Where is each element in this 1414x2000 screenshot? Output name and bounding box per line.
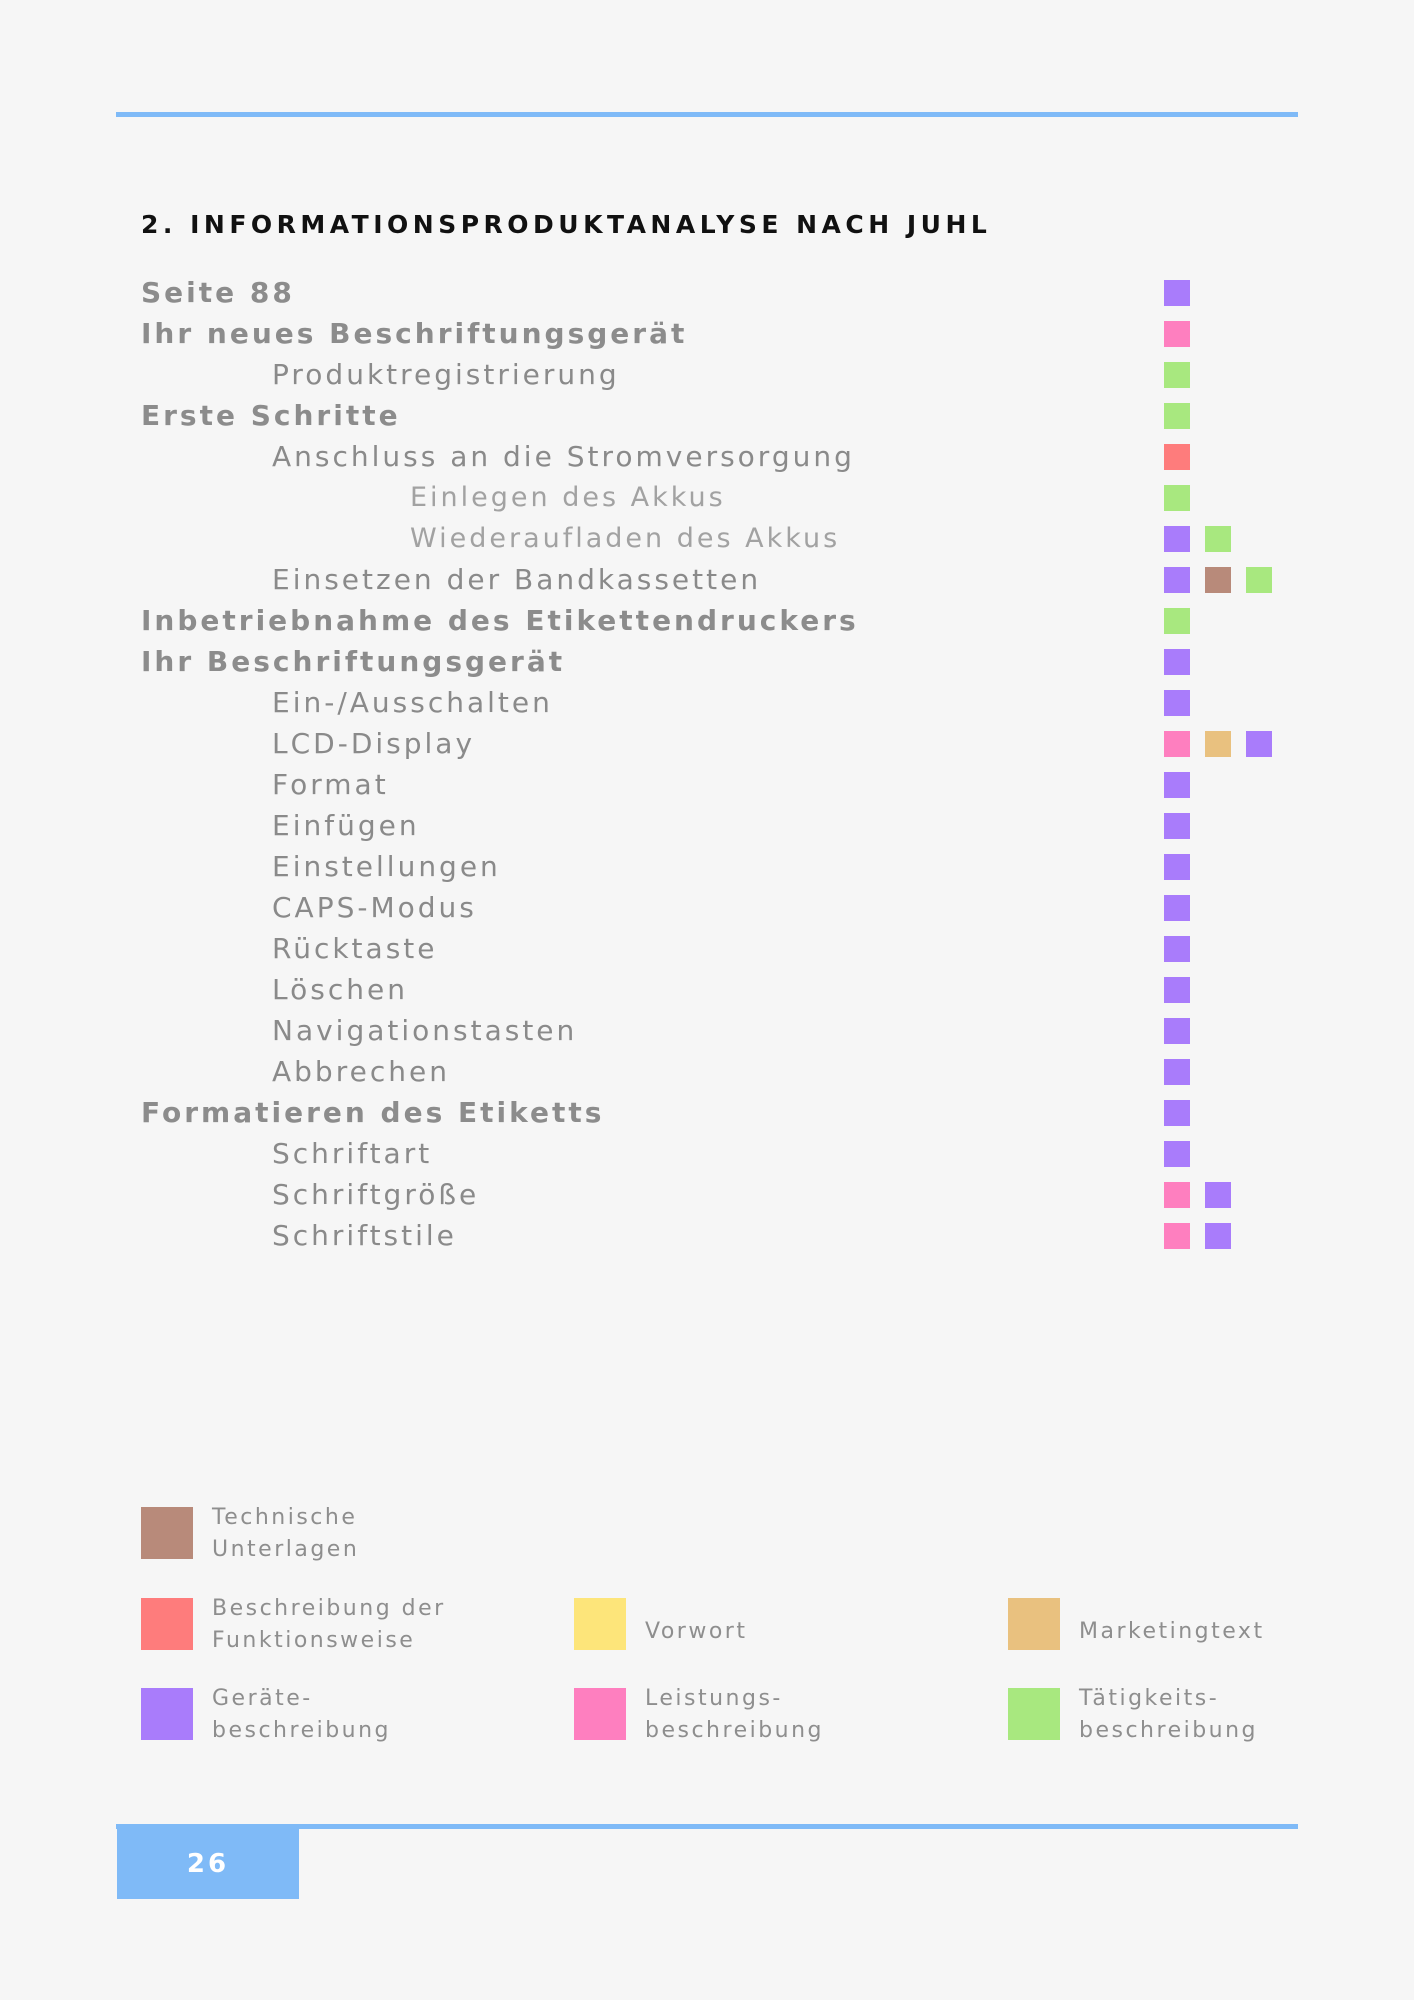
legend-label-line: Geräte- (212, 1686, 313, 1711)
category-mark-taetigkeit (1164, 608, 1190, 634)
section-title: 2. INFORMATIONSPRODUKTANALYSE NACH JUHL (141, 210, 992, 239)
legend-label-line: Funktionsweise (212, 1628, 416, 1653)
row-label: Inbetriebnahme des Etikettendruckers (141, 604, 859, 637)
table-row (0, 395, 1414, 436)
top-rule (116, 112, 1298, 117)
category-mark-geraete (1246, 731, 1272, 757)
category-mark-geraete (1164, 526, 1190, 552)
legend-swatch (141, 1507, 193, 1559)
category-mark-geraete (1164, 977, 1190, 1003)
legend-swatch (141, 1688, 193, 1740)
row-label: CAPS-Modus (272, 891, 477, 924)
row-label: Einfügen (272, 809, 420, 842)
category-mark-taetigkeit (1164, 485, 1190, 511)
legend-swatch (1008, 1598, 1060, 1650)
row-label: Ihr neues Beschriftungsgerät (141, 317, 688, 350)
category-mark-technische (1205, 567, 1231, 593)
table-row (0, 805, 1414, 846)
legend-label (1079, 1683, 1258, 1747)
table-row (0, 354, 1414, 395)
legend-swatch (141, 1598, 193, 1650)
legend-label-line: Beschreibung der (212, 1596, 446, 1621)
row-label: Format (272, 768, 389, 801)
legend-label-line: beschreibung (1079, 1718, 1259, 1743)
row-label: Einsetzen der Bandkassetten (272, 563, 762, 596)
legend-label-line: Marketingtext (1079, 1619, 1265, 1644)
table-row (0, 682, 1414, 723)
legend-swatch (574, 1688, 626, 1740)
table-row (0, 887, 1414, 928)
table-row (0, 477, 1414, 518)
legend-label (212, 1502, 359, 1566)
row-label: Wiederaufladen des Akkus (410, 523, 841, 554)
category-mark-geraete (1164, 280, 1190, 306)
category-mark-funktion (1164, 444, 1190, 470)
classification-table (0, 272, 1414, 1256)
legend-swatch (574, 1598, 626, 1650)
row-label: Einlegen des Akkus (410, 482, 726, 513)
category-mark-geraete (1164, 813, 1190, 839)
category-mark-taetigkeit (1164, 362, 1190, 388)
table-row (0, 1010, 1414, 1051)
table-row (0, 969, 1414, 1010)
table-row (0, 764, 1414, 805)
table-row (0, 313, 1414, 354)
legend-label (645, 1683, 824, 1747)
table-row (0, 723, 1414, 764)
category-mark-geraete (1164, 1059, 1190, 1085)
category-mark-leistung (1164, 1182, 1190, 1208)
legend-label (1079, 1616, 1265, 1648)
legend-label-line: Unterlagen (212, 1537, 360, 1562)
category-mark-taetigkeit (1164, 403, 1190, 429)
category-mark-geraete (1164, 895, 1190, 921)
table-row (0, 846, 1414, 887)
category-mark-geraete (1205, 1182, 1231, 1208)
legend-label-line: Technische (212, 1505, 358, 1530)
row-label: Seite 88 (141, 276, 295, 309)
category-mark-geraete (1164, 567, 1190, 593)
legend-label-line: Tätigkeits- (1079, 1686, 1220, 1711)
category-mark-marketing (1205, 731, 1231, 757)
row-label: Erste Schritte (141, 399, 401, 432)
category-mark-taetigkeit (1246, 567, 1272, 593)
table-row (0, 436, 1414, 477)
row-label: Schriftstile (272, 1219, 457, 1252)
category-mark-leistung (1164, 731, 1190, 757)
row-label: Ihr Beschriftungsgerät (141, 645, 566, 678)
category-mark-geraete (1164, 1018, 1190, 1044)
category-mark-taetigkeit (1205, 526, 1231, 552)
table-row (0, 641, 1414, 682)
category-mark-leistung (1164, 1223, 1190, 1249)
legend-label-line: beschreibung (645, 1718, 825, 1743)
table-row (0, 928, 1414, 969)
category-mark-geraete (1164, 690, 1190, 716)
table-row (0, 1092, 1414, 1133)
category-mark-geraete (1164, 649, 1190, 675)
category-mark-leistung (1164, 321, 1190, 347)
category-mark-geraete (1164, 936, 1190, 962)
legend-label-line: Leistungs- (645, 1686, 783, 1711)
legend-label (212, 1683, 391, 1747)
legend-label-line: Vorwort (645, 1619, 748, 1644)
row-label: Anschluss an die Stromversorgung (272, 440, 855, 473)
table-row (0, 1051, 1414, 1092)
row-label: Formatieren des Etiketts (141, 1096, 605, 1129)
row-label: Rücktaste (272, 932, 438, 965)
row-label: Einstellungen (272, 850, 501, 883)
row-label: Abbrechen (272, 1055, 450, 1088)
category-mark-geraete (1164, 772, 1190, 798)
page-number: 26 (117, 1829, 299, 1899)
table-row (0, 1215, 1414, 1256)
table-row (0, 600, 1414, 641)
table-row (0, 1174, 1414, 1215)
table-row (0, 272, 1414, 313)
category-mark-geraete (1164, 1141, 1190, 1167)
row-label: Ein-/Ausschalten (272, 686, 553, 719)
legend-swatch (1008, 1688, 1060, 1740)
row-label: Löschen (272, 973, 408, 1006)
legend-label-line: beschreibung (212, 1718, 392, 1743)
row-label: Navigationstasten (272, 1014, 578, 1047)
table-row (0, 559, 1414, 600)
category-mark-geraete (1164, 854, 1190, 880)
table-row (0, 518, 1414, 559)
row-label: Produktregistrierung (272, 358, 620, 391)
legend-label (645, 1616, 747, 1648)
row-label: Schriftgröße (272, 1178, 480, 1211)
category-mark-geraete (1205, 1223, 1231, 1249)
legend-label (212, 1593, 446, 1657)
row-label: Schriftart (272, 1137, 433, 1170)
row-label: LCD-Display (272, 727, 476, 760)
table-row (0, 1133, 1414, 1174)
category-mark-geraete (1164, 1100, 1190, 1126)
